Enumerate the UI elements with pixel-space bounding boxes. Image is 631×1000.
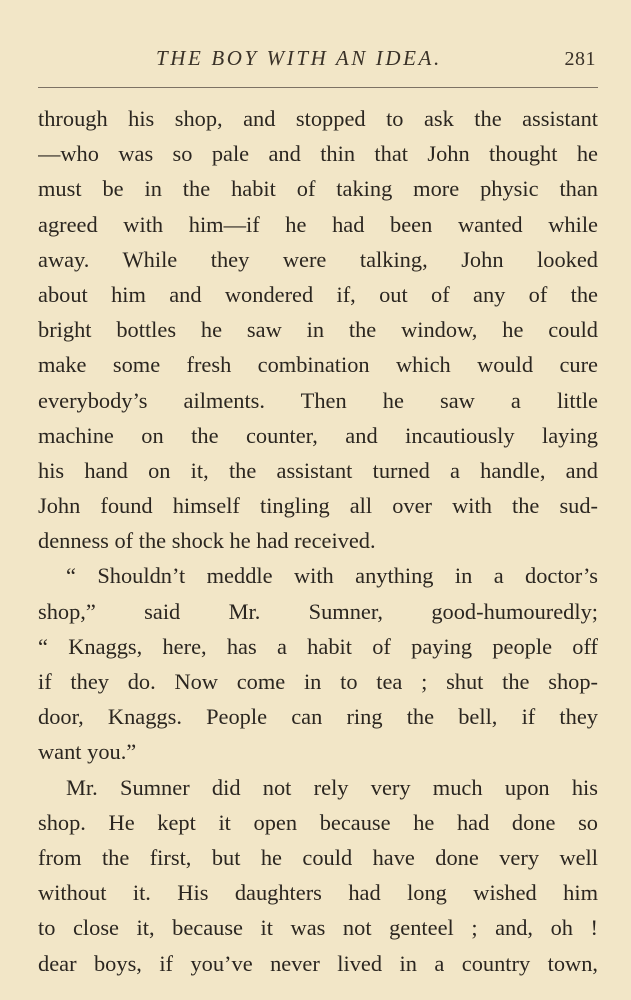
text-line: denness of the shock he had received.: [38, 528, 376, 554]
text-line: “ Knaggs, here, has a habit of paying people off: [38, 633, 598, 659]
body-text: [38, 101, 598, 981]
text-line: dear boys, if you’ve never lived in a country town,: [38, 950, 598, 976]
text-line: door, Knaggs. People can ring the bell, if they: [38, 704, 598, 730]
text-line: —who was so pale and thin that John thought he: [38, 141, 598, 167]
text-line: his hand on it, the assistant turned a handle, and: [38, 457, 598, 483]
text-line: shop. He kept it open because he had done so: [38, 809, 598, 835]
page-number: 281: [564, 48, 596, 70]
running-head: [38, 44, 598, 74]
text-line: John found himself tingling all over with the sud-: [38, 493, 598, 519]
text-line: want you.”: [38, 739, 137, 765]
text-line: bright bottles he saw in the window, he could: [38, 317, 598, 343]
header-rule: [38, 87, 598, 88]
text-line: must be in the habit of taking more physic than: [38, 176, 598, 202]
running-title: THE BOY WITH AN IDEA.: [156, 46, 442, 70]
text-line: Mr. Sumner did not rely very much upon his: [66, 774, 598, 800]
text-line: away. While they were talking, John looked: [38, 246, 598, 272]
text-line: “ Shouldn’t meddle with anything in a doctor’s: [66, 563, 598, 589]
text-line: to close it, because it was not genteel ; and, oh !: [38, 915, 598, 941]
text-line: machine on the counter, and incautiously laying: [38, 422, 598, 448]
text-line: shop,” said Mr. Sumner, good-humouredly;: [38, 598, 598, 624]
text-line: make some fresh combination which would cure: [38, 352, 598, 378]
text-line: through his shop, and stopped to ask the assistant: [38, 106, 598, 131]
text-line: if they do. Now come in to tea ; shut the shop-: [38, 669, 598, 694]
text-line: everybody’s ailments. Then he saw a little: [38, 387, 598, 413]
text-line: without it. His daughters had long wished him: [38, 880, 598, 906]
text-line: agreed with him—if he had been wanted while: [38, 211, 598, 237]
text-line: from the first, but he could have done very well: [38, 844, 598, 870]
text-line: about him and wondered if, out of any of the: [38, 281, 598, 307]
